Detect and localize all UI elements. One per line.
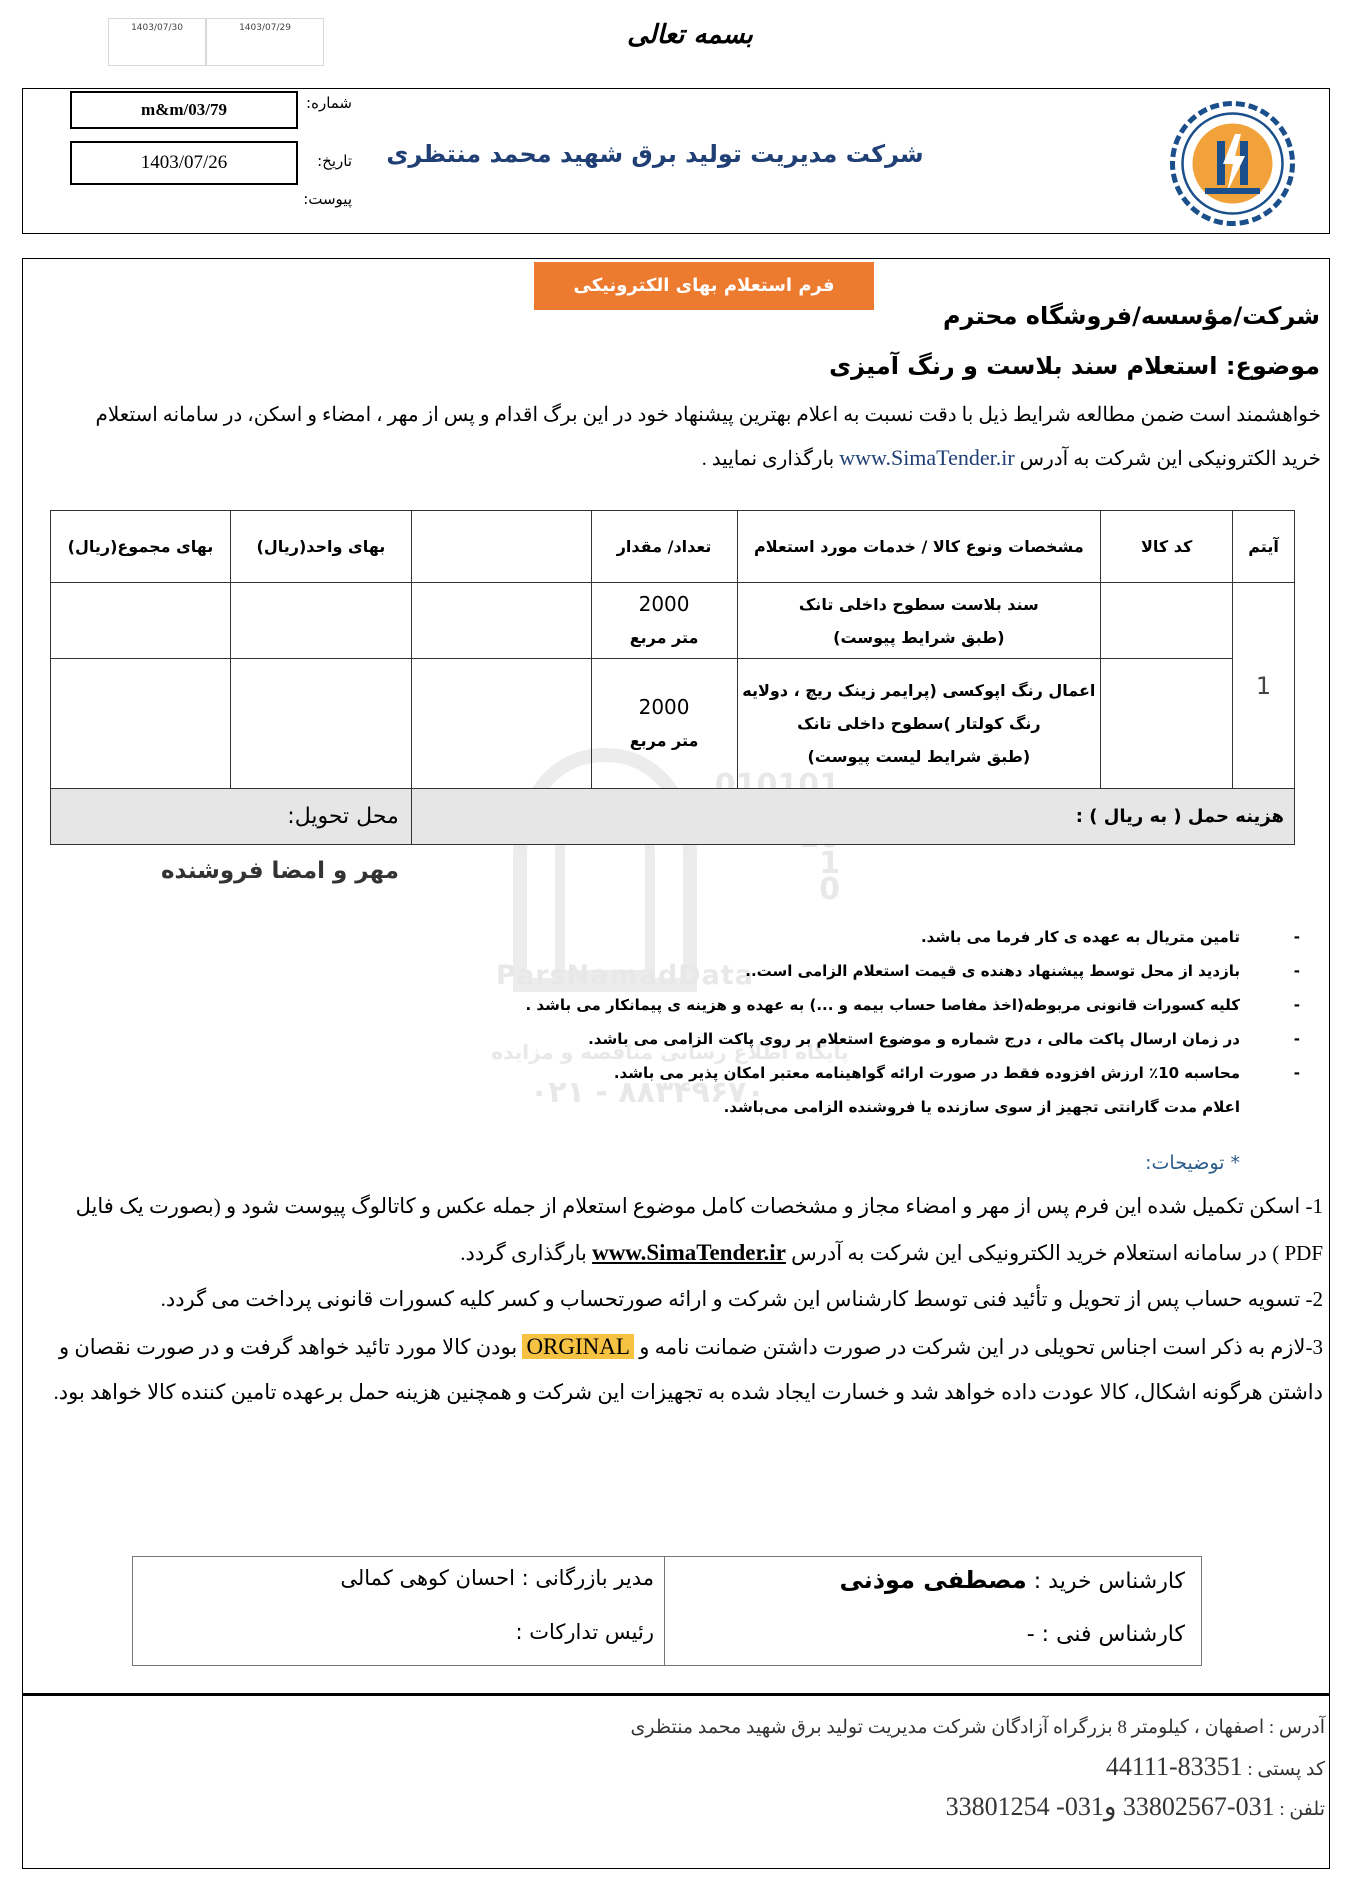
col-blank	[411, 511, 591, 583]
condition-item: - محاسبه 10٪ ارزش افزوده فقط در صورت ارائه گواهینامه معتبر امکان پذیر می باشد.	[613, 1064, 1300, 1082]
note-3-line2: داشتن هرگونه اشکال، کالا عودت داده خواهد شد و خسارت ایجاد شده به تجهیزات این شرکت و همچنین هزینه حمل برعهده تامین کننده کالا خواهد بود.	[53, 1380, 1323, 1404]
bismillah: بسمه تعالی	[627, 20, 753, 50]
table-row	[51, 583, 1295, 659]
letter-date-box: 1403/07/26	[70, 141, 298, 185]
footer-divider	[22, 1693, 1330, 1696]
col-item: آیتم	[1233, 511, 1295, 583]
form-title: فرم استعلام بهای الکترونیکی	[534, 262, 874, 310]
item-number: 1	[1233, 583, 1295, 789]
condition-item: - کلیه کسورات قانونی مربوطه(اخذ مفاصا حساب بیمه و ...) به عهده و هزینه ی پیمانکار می باشد .	[525, 996, 1300, 1014]
number-label: شماره:	[306, 94, 352, 112]
col-description: مشخصات ونوع کالا / خدمات مورد استعلام	[737, 511, 1101, 583]
procurement-head: رئیس تدارکات :	[515, 1620, 654, 1644]
col-total-price: بهای مجموع(ریال)	[51, 511, 231, 583]
condition-item: - تامین متریال به عهده ی کار فرما می باشد.	[920, 928, 1300, 946]
conditions-list	[450, 928, 1300, 1132]
company-logo	[1165, 96, 1300, 231]
condition-item: - بازدید از محل توسط پیشنهاد دهنده ی قیمت استعلام الزامی است..	[745, 962, 1300, 980]
table-row	[51, 659, 1295, 789]
received-stamp: 1403/07/30	[108, 18, 206, 66]
intro-text-line2: خرید الکترونیکی این شرکت به آدرس www.SimaTender.ir بارگذاری نمایید .	[701, 445, 1321, 470]
footer-address: آدرس : اصفهان ، کیلومتر 8 بزرگراه آزادگان شرکت مدیریت تولید برق شهید محمد منتظری	[630, 1717, 1325, 1738]
footer-phone: تلفن : 031-33802567 و031- 33801254	[945, 1792, 1325, 1821]
attachment-label: پیوست:	[303, 190, 352, 208]
technical-expert: کارشناس فنی : -	[1026, 1622, 1185, 1647]
footer-postal: کد پستی : 83351-44111	[1105, 1752, 1325, 1781]
subject: موضوع: استعلام سند بلاست و رنگ آمیزی	[829, 352, 1320, 380]
condition-item: - در زمان ارسال پاکت مالی ، درج شماره و موضوع استعلام بر روی پاکت الزامی می باشد.	[588, 1030, 1300, 1048]
item-description: سند بلاست سطوح داخلی تانک (طبق شرایط پیوست)	[737, 583, 1101, 659]
original-highlight: ORGINAL	[522, 1334, 634, 1359]
seller-signature-label: مهر و امضا فروشنده	[160, 858, 399, 884]
note-2: 2- تسویه حساب پس از تحویل و تأئید فنی توسط کارشناس این شرکت و ارائه صورتحساب و کسر کلیه کسورات قانونی پرداخت می گردد.	[160, 1287, 1323, 1311]
buyer-expert: کارشناس خرید : مصطفی موذنی	[839, 1566, 1185, 1594]
item-quantity: 2000 متر مربع	[591, 583, 737, 659]
note-3: 3-لازم به ذکر است اجناس تحویلی در این شرکت در صورت داشتن ضمانت نامه و ORGINAL بودن کالا مورد تائید خواهد گرفت و در صورت نقصان و	[58, 1334, 1323, 1359]
simatender-link[interactable]: www.SimaTender.ir	[592, 1240, 786, 1265]
item-description: اعمال رنگ اپوکسی (پرایمر زینک ریچ ، دولایه رنگ کولتار )سطوح داخلی تانک (طبق شرایط لیست پیوست)	[737, 659, 1101, 789]
letter-number-box: m&m/03/79	[70, 91, 298, 129]
received-stamp: 1403/07/29	[206, 18, 324, 66]
col-unit-price: بهای واحد(ریال)	[230, 511, 411, 583]
col-code: کد کالا	[1101, 511, 1233, 583]
note-1: 1- اسکن تکمیل شده این فرم پس از مهر و امضاء مجاز و مشخصات کامل موضوع استعلام از جمله عکس و کاتالوگ پیوست شود و (بصورت یک فایل	[75, 1194, 1323, 1218]
notes-title: * توضیحات:	[1145, 1152, 1240, 1174]
salutation: شرکت/مؤسسه/فروشگاه محترم	[942, 302, 1320, 330]
delivery-location-label: محل تحویل:	[51, 789, 412, 845]
items-table	[50, 510, 1295, 845]
simatender-link[interactable]: www.SimaTender.ir	[839, 445, 1015, 470]
guarantee-note: اعلام مدت گارانتی تجهیز از سوی سازنده یا فروشنده الزامی می‌باشد.	[723, 1098, 1240, 1116]
company-name: شرکت مدیریت تولید برق شهید محمد منتظری	[386, 140, 924, 168]
intro-text: خواهشمند است ضمن مطالعه شرایط ذیل با دقت نسبت به اعلام بهترین پیشنهاد خود در این برگ اقدام و پس از مهر ، امضاء و اسکن، در سامانه استعلام	[95, 404, 1321, 426]
watermark: 010101 0001 10 1 0 ParsNamadData پایگاه اطلاع رسانی مناقصه و مزایده ۰۲۱ - ۸۸۳۴۹۶۷۰	[460, 745, 880, 1135]
date-label: تاریخ:	[317, 152, 352, 170]
commerce-manager: مدیر بازرگانی : احسان کوهی کمالی	[340, 1566, 654, 1590]
col-quantity: تعداد/ مقدار	[591, 511, 737, 583]
note-1-line2: PDF ) در سامانه استعلام خرید الکترونیکی این شرکت به آدرس www.SimaTender.ir بارگذاری گردد.	[460, 1240, 1323, 1265]
item-quantity: 2000 متر مربع	[591, 659, 737, 789]
transport-cost-label: هزینه حمل ( به ریال ) :	[411, 789, 1294, 845]
